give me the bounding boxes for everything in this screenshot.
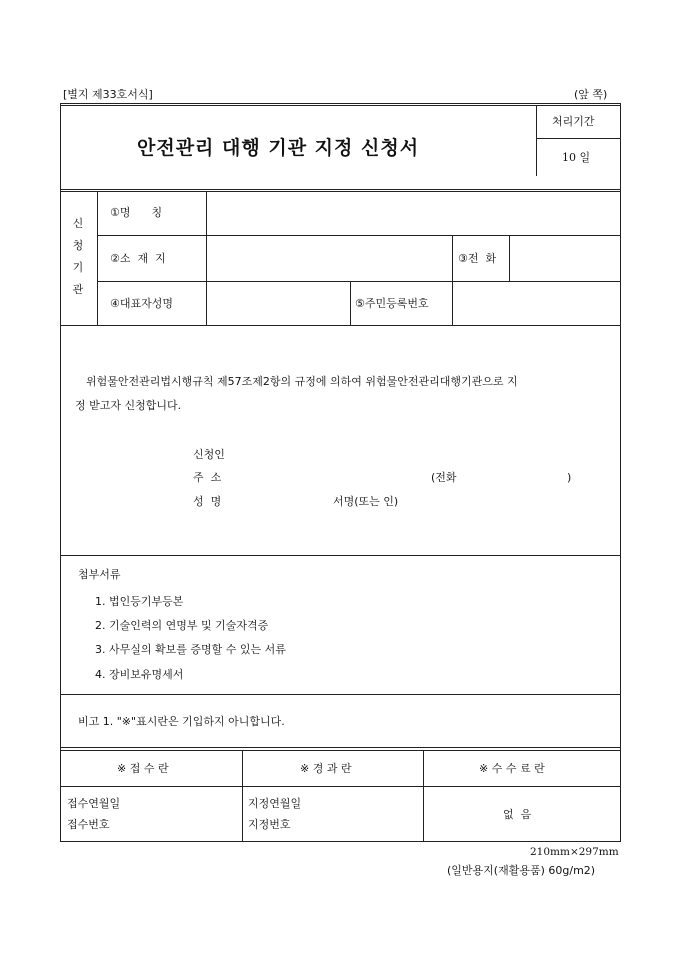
attachment-item: 1. 법인등기부등본 bbox=[95, 595, 184, 608]
fee-value: 없 음 bbox=[503, 808, 532, 821]
applicant-phone-open: (전화 bbox=[431, 471, 457, 484]
fee-column-header: ※ 수 수 료 란 bbox=[479, 762, 545, 775]
processing-period-value: 10 일 bbox=[562, 151, 591, 164]
page-side-label: (앞 쪽) bbox=[574, 88, 608, 101]
attachment-item: 3. 사무실의 확보를 증명할 수 있는 서류 bbox=[95, 643, 286, 656]
processing-period-label: 처리기간 bbox=[552, 115, 595, 128]
applicant-org-section-label bbox=[68, 213, 88, 301]
remarks: 비고 1. "※"표시란은 기입하지 아니합니다. bbox=[78, 715, 285, 728]
org-phone-label: ③전 화 bbox=[458, 252, 497, 265]
statement-line-1: 위험물안전관리법시행규칙 제57조제2항의 규정에 의하여 위험물안전관리대행기관으로 지 bbox=[86, 375, 518, 388]
attachment-item: 2. 기술인력의 연명부 및 기술자격증 bbox=[95, 619, 269, 632]
page-title: 안전관리 대행 기관 지정 신청서 bbox=[137, 137, 420, 159]
attachments-heading: 첨부서류 bbox=[78, 568, 121, 581]
representative-name-field[interactable] bbox=[212, 297, 344, 311]
applicant-phone-close: ) bbox=[567, 471, 572, 484]
designation-number-label: 지정번호 bbox=[248, 818, 291, 831]
resident-number-field[interactable] bbox=[458, 297, 614, 311]
receipt-number-label: 접수번호 bbox=[67, 818, 110, 831]
attachment-item: 4. 장비보유명세서 bbox=[95, 668, 184, 681]
applicant-label: 신청인 bbox=[193, 448, 225, 461]
applicant-name-label: 성 명 bbox=[193, 495, 222, 508]
receipt-column-header: ※ 접 수 란 bbox=[117, 762, 169, 775]
applicant-org-section-text: 신청기관 bbox=[72, 217, 84, 296]
applicant-address-label: 주 소 bbox=[193, 471, 222, 484]
paper-type: (일반용지(재활용품) 60g/m2) bbox=[447, 864, 596, 877]
designation-date-label: 지정연월일 bbox=[248, 797, 302, 810]
org-phone-field[interactable] bbox=[514, 252, 614, 266]
org-address-label: ②소 재 지 bbox=[110, 252, 166, 265]
statement-line-2: 정 받고자 신청합니다. bbox=[75, 399, 182, 412]
signature-label: 서명(또는 인) bbox=[333, 495, 399, 508]
org-address-field[interactable] bbox=[212, 252, 446, 266]
representative-name-label: ④대표자성명 bbox=[110, 297, 173, 310]
org-name-field[interactable] bbox=[212, 206, 612, 220]
resident-number-label: ⑤주민등록번호 bbox=[355, 297, 429, 310]
receipt-date-label: 접수연월일 bbox=[67, 797, 121, 810]
progress-column-header: ※ 경 과 란 bbox=[300, 762, 352, 775]
org-name-label: ①명 칭 bbox=[110, 206, 163, 219]
paper-size: 210mm×297mm bbox=[530, 846, 619, 858]
form-number: [별지 제33호서식] bbox=[63, 88, 153, 101]
